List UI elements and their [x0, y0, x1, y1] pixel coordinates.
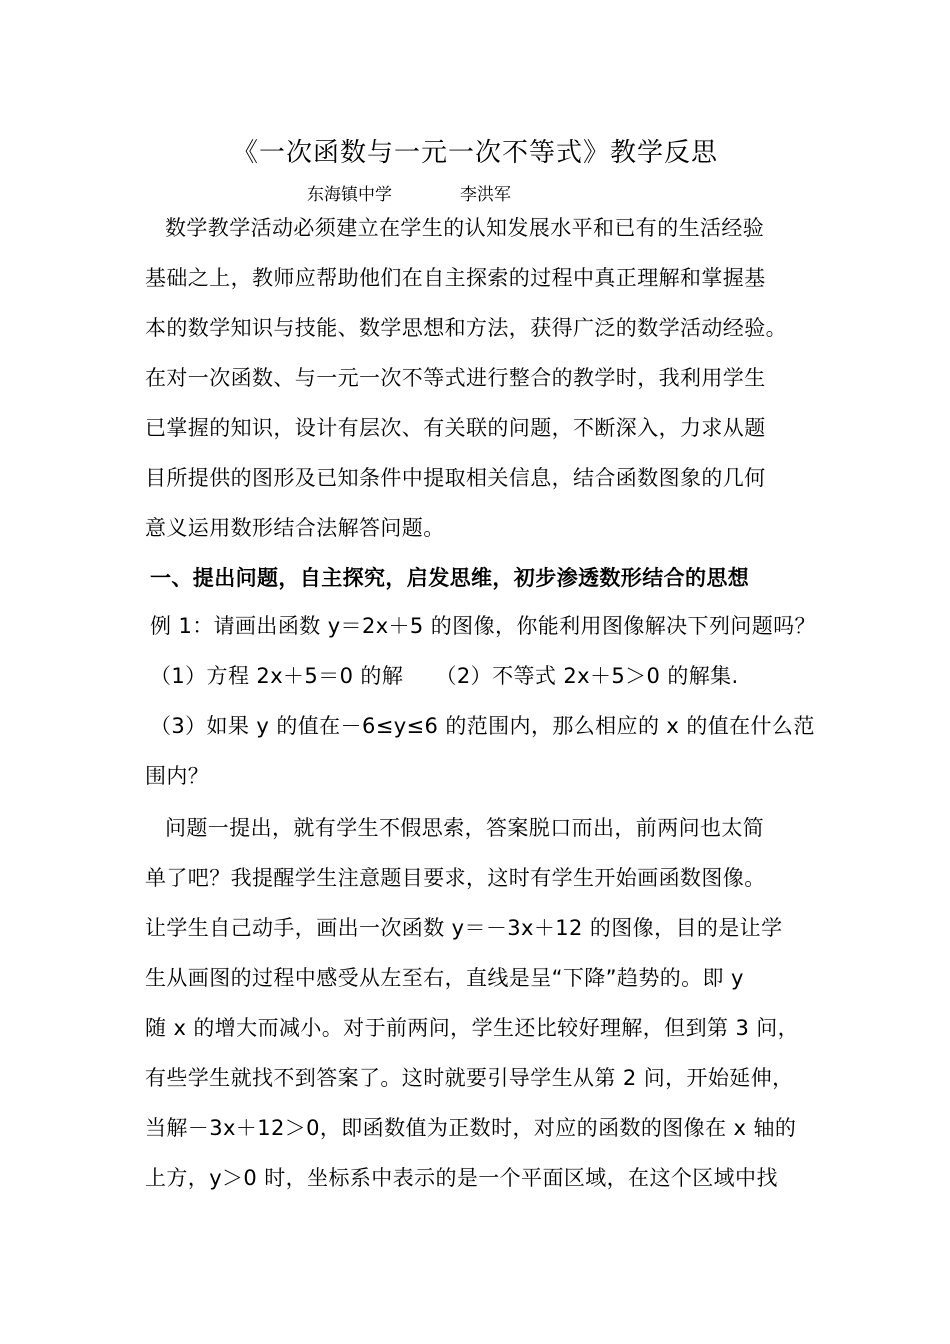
paragraph-line: 当解－3x＋12＞0，即函数值为正数时，对应的函数的图像在 x 轴的 [145, 1116, 797, 1140]
paragraph-line: 数学教学活动必须建立在学生的认知发展水平和已有的生活经验 [165, 216, 765, 240]
paragraph-line: 基础之上，教师应帮助他们在自主探索的过程中真正理解和掌握基 [145, 266, 766, 290]
section-heading: 一、提出问题，自主探究，启发思维，初步渗透数形结合的思想 [150, 566, 750, 590]
paragraph-line: 已掌握的知识，设计有层次、有关联的问题，不断深入，力求从题 [145, 416, 766, 440]
author-name: 李洪军 [460, 185, 511, 205]
example-line: 例 1：请画出函数 y＝2x＋5 的图像，你能利用图像解决下列问题吗？ [150, 614, 816, 638]
paragraph-line: 让学生自己动手，画出一次函数 y＝－3x＋12 的图像，目的是让学 [145, 916, 783, 940]
document-title: 《一次函数与一元一次不等式》教学反思 [231, 138, 718, 168]
paragraph-line: 生从画图的过程中感受从左至右，直线是呈“下降”趋势的。即 y [145, 966, 744, 990]
example-line: （1）方程 2x＋5＝0 的解 （2）不等式 2x＋5＞0 的解集. [150, 664, 739, 688]
paragraph-line: 本的数学知识与技能、数学思想和方法，获得广泛的数学活动经验。 [145, 316, 787, 340]
example-line: （3）如果 y 的值在－6≤y≤6 的范围内，那么相应的 x 的值在什么范 [150, 714, 815, 738]
paragraph-line: 在对一次函数、与一元一次不等式进行整合的教学时，我利用学生 [145, 366, 766, 390]
paragraph-line: 有些学生就找不到答案了。这时就要引导学生从第 2 问，开始延伸， [145, 1066, 794, 1090]
paragraph-line: 上方，y＞0 时，坐标系中表示的是一个平面区域，在这个区域中找 [145, 1166, 778, 1190]
paragraph-line: 意义运用数形结合法解答问题。 [145, 516, 445, 540]
school-name: 东海镇中学 [307, 185, 392, 205]
paragraph-line: 随 x 的增大而减小。对于前两问，学生还比较好理解，但到第 3 问， [145, 1016, 800, 1040]
paragraph-line: 目所提供的图形及已知条件中提取相关信息，结合函数图象的几何 [145, 466, 766, 490]
example-line: 围内？ [145, 764, 210, 788]
paragraph-line: 单了吧？我提醒学生注意题目要求，这时有学生开始画函数图像。 [145, 866, 766, 890]
paragraph-line: 问题一提出，就有学生不假思索，答案脱口而出，前两问也太简 [165, 816, 765, 840]
